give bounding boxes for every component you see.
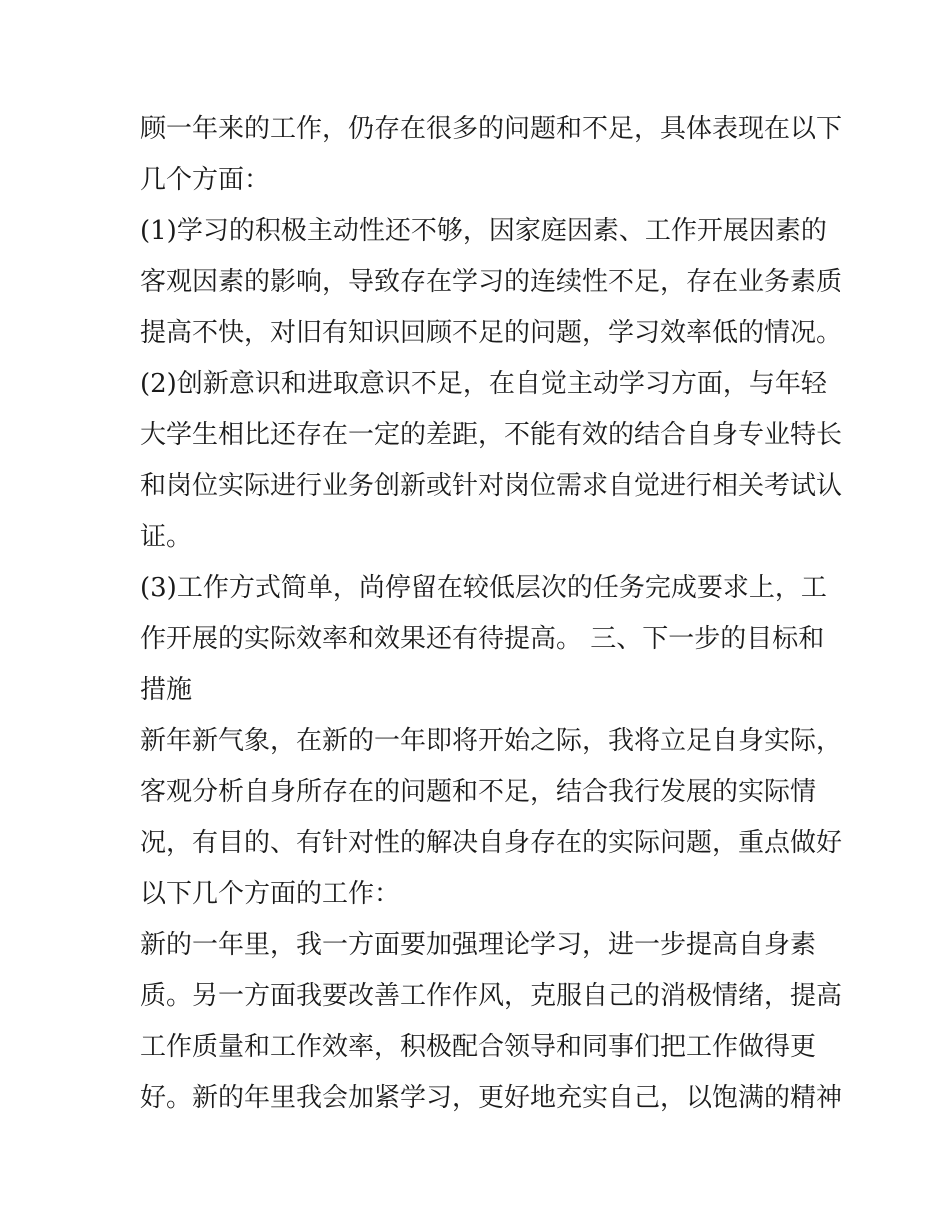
text-line: 客观分析自身所存在的问题和不足，结合我行发展的实际情 [140,777,817,807]
text-line: (2)创新意识和进取意识不足，在自觉主动学习方面，与年轻 [140,369,827,399]
text-line: 客观因素的影响，导致存在学习的连续性不足，存在业务素质 [140,267,843,297]
text-line: 和岗位实际进行业务创新或针对岗位需求自觉进行相关考试认 [140,471,843,501]
text-line: 况，有目的、有针对性的解决自身存在的实际问题，重点做好 [140,828,843,858]
text-line: 新的一年里，我一方面要加强理论学习，进一步提高自身素 [140,930,817,960]
text-line: 证。 [140,522,193,552]
text-line: 工作质量和工作效率，积极配合领导和同事们把工作做得更 [140,1032,817,1062]
text-line: (3)工作方式简单，尚停留在较低层次的任务完成要求上，工 [140,573,827,603]
text-line: 措施 [140,675,193,705]
text-line: (1)学习的积极主动性还不够，因家庭因素、工作开展因素的 [140,216,827,246]
text-line: 质。另一方面我要改善工作作风，克服自己的消极情绪，提高 [140,981,843,1011]
text-line: 几个方面： [140,165,271,195]
text-line: 大学生相比还存在一定的差距，不能有效的结合自身专业特长 [140,420,843,450]
text-line: 作开展的实际效率和效果还有待提高。 三、下一步的目标和 [140,624,825,654]
text-line: 顾一年来的工作，仍存在很多的问题和不足，具体表现在以下 [140,114,843,144]
text-line: 好。新的年里我会加紧学习，更好地充实自己，以饱满的精神 [140,1083,843,1113]
text-line: 提高不快，对旧有知识回顾不足的问题，学习效率低的情况。 [140,318,843,348]
text-line: 新年新气象，在新的一年即将开始之际，我将立足自身实际， [140,726,843,756]
document-body [140,104,843,1124]
text-line: 以下几个方面的工作： [140,879,401,909]
